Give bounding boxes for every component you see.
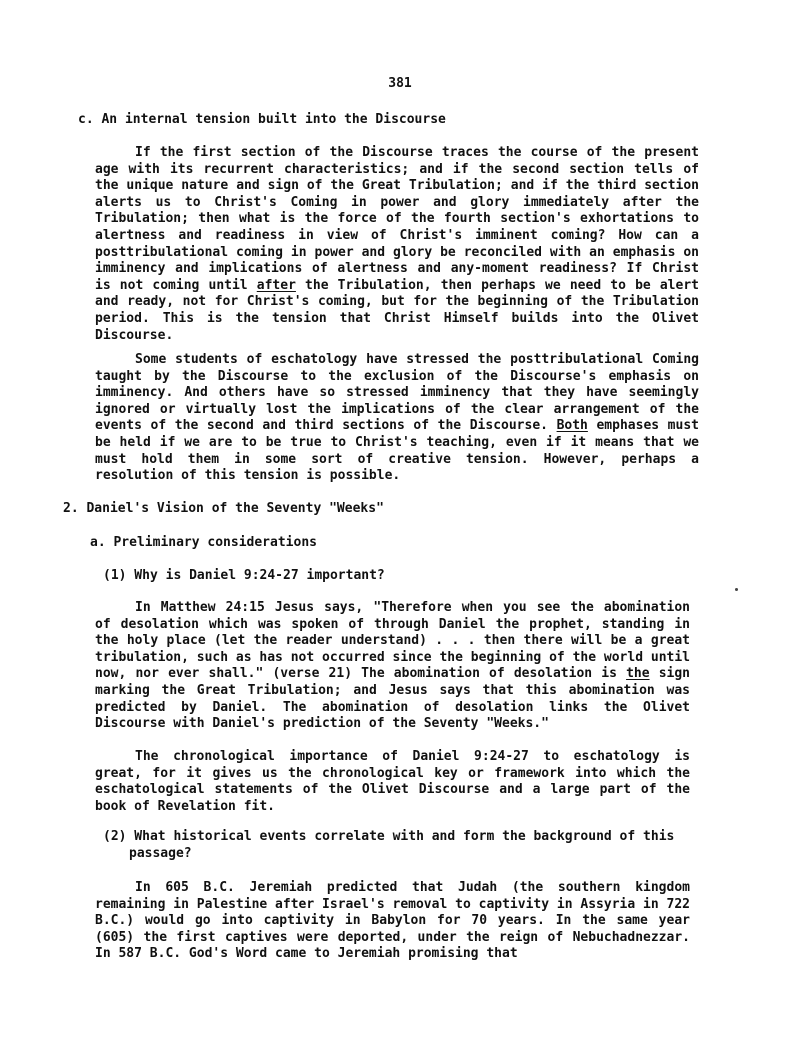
section-heading-c: c. An internal tension built into the Discourse xyxy=(78,112,446,127)
page-number: 381 xyxy=(388,76,412,91)
paragraph-matthew-text-end: sign marking the Great Tribulation; and Jesus says that this abomination was predicted by Daniel. The abomination of desolation links the Olivet Discourse with Daniel's prediction of the Seventy "Weeks." xyxy=(95,666,690,732)
paragraph-emphases-text-end: emphases must be held if we are to be true to Christ's teaching, even if it means that we must hold them in some sort of creative tension. However, perhaps a resolution of this tension is possible. xyxy=(95,418,699,484)
paragraph-emphases xyxy=(95,352,699,485)
question-heading-1: (1) Why is Daniel 9:24-27 important? xyxy=(103,568,385,583)
paragraph-history: In 605 B.C. Jeremiah predicted that Judah (the southern kingdom remaining in Palestine after Israel's removal to captivity in Assyria in 722 B.C.) would go into captivity in Babylon for 70 years. In the same year (605) the first captives were deported, under the reign of Nebuchadnezzar. In 587 B.C. God's Word came to Jeremiah promising that xyxy=(95,880,690,962)
subsection-heading-a: a. Preliminary considerations xyxy=(90,535,317,550)
paragraph-matthew xyxy=(95,600,690,733)
paragraph-tension-text: If the first section of the Discourse traces the course of the present age with its recurrent characteristics; and if the second section tells of the unique nature and sign of the Great Tribulation; and if the third section alerts us to Christ's Coming in power and glory immediately after the Tribulation; then what is the force of the fourth section's exhortations to alertness and readiness in view of Christ's imminent coming? How can a posttribulational coming in power and glory be reconciled with an emphasis on imminency and implications of alertness and any-moment readiness? If Christ is not coming until xyxy=(95,145,699,293)
paragraph-tension-text-end: the Tribulation, then perhaps we need to be alert and ready, not for Christ's coming, but for the beginning of the Tribulation period. This is the tension that Christ Himself builds into the Olivet Discourse. xyxy=(95,277,699,343)
paragraph-matthew-text: In Matthew 24:15 Jesus says, "Therefore when you see the abomination of desolation which was spoken of through Daniel the prophet, standing in the holy place (let the reader understand) . . . then there will be a great tribulation, such as has not occurred since the beginning of the world until now, nor ever shall." (verse 21) The abomination of desolation is xyxy=(95,600,690,682)
section-heading-2: 2. Daniel's Vision of the Seventy "Weeks" xyxy=(63,501,384,516)
question-heading-2: (2) What historical events correlate with and form the background of this passage? xyxy=(103,829,675,861)
paragraph-tension xyxy=(95,145,699,344)
underlined-after: after xyxy=(256,277,296,293)
underlined-the: the xyxy=(626,666,650,682)
scan-speck xyxy=(735,588,738,591)
paragraph-emphases-text: Some students of eschatology have stressed the posttribulational Coming taught by the Discourse to the exclusion of the Discourse's emphasis on imminency. And others have so stressed imminency that they have seemingly ignored or virtually lost the implications of the clear arrangement of the events of the second and third sections of the Discourse. xyxy=(95,352,699,434)
paragraph-chronology: The chronological importance of Daniel 9:24-27 to eschatology is great, for it gives us the chronological key or framework into which the eschatological statements of the Olivet Discourse and a large part of the book of Revelation fit. xyxy=(95,749,690,814)
underlined-both: Both xyxy=(556,418,588,434)
